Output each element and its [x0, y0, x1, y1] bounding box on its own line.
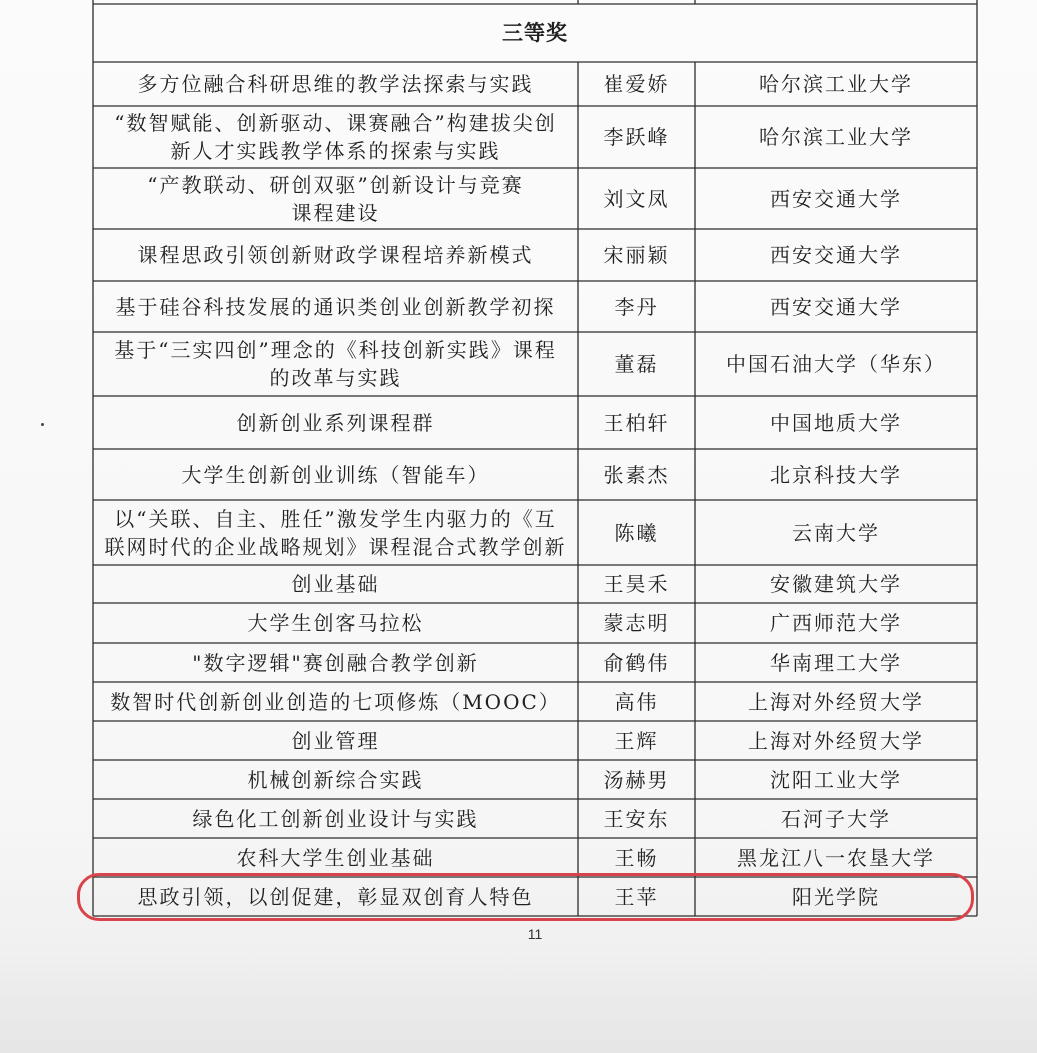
person-name-cell: 蒙志明: [603, 611, 670, 635]
project-title-cell: 绿色化工创新创业设计与实践: [192, 806, 479, 831]
person-name-cell: 李丹: [614, 294, 659, 319]
project-title-cell: 创业管理: [291, 728, 380, 753]
school-name-cell: 石河子大学: [781, 806, 891, 831]
project-title-cell: 创业基础: [291, 572, 380, 596]
project-title-cell: 基于硅谷科技发展的通识类创业创新教学初探: [115, 294, 556, 319]
school-name-cell: 西安交通大学: [770, 243, 902, 267]
person-name-cell: 崔爱娇: [603, 72, 670, 96]
page-number: 11: [527, 926, 543, 942]
school-name-cell: 广西师范大学: [770, 611, 902, 635]
school-name-cell: 中国地质大学: [770, 410, 902, 435]
school-name-cell: 华南理工大学: [770, 650, 902, 675]
school-name-cell: 安徽建筑大学: [770, 572, 902, 596]
person-name-cell: 王安东: [603, 806, 670, 831]
project-title-cell: 大学生创新创业训练（智能车）: [181, 462, 490, 487]
person-name-cell: 汤赫男: [603, 767, 670, 792]
school-name-cell: 西安交通大学: [770, 186, 902, 211]
project-title-cell: 基于“三实四创”理念的《科技创新实践》课程 的改革与实践: [114, 338, 557, 390]
person-name-cell: 高伟: [614, 689, 659, 714]
project-title-cell: 课程思政引领创新财政学课程培养新模式: [137, 243, 534, 267]
person-name-cell: 俞鹤伟: [603, 650, 670, 675]
project-title-cell: “数智赋能、创新驱动、课赛融合”构建拔尖创 新人才实践教学体系的探索与实践: [114, 111, 557, 163]
school-name-cell: 上海对外经贸大学: [748, 728, 924, 753]
scan-speck: [41, 423, 44, 426]
person-name-cell: 刘文凤: [603, 186, 670, 211]
school-name-cell: 阳光学院: [792, 884, 880, 909]
project-title-cell: “产教联动、研创双驱”创新设计与竞赛 课程建设: [147, 172, 524, 225]
project-title-cell: 多方位融合科研思维的教学法探索与实践: [137, 72, 534, 96]
school-name-cell: 云南大学: [792, 520, 880, 545]
school-name-cell: 沈阳工业大学: [770, 767, 902, 792]
person-name-cell: 王昊禾: [603, 572, 670, 596]
section-title: 三等奖: [502, 20, 568, 45]
project-title-cell: 机械创新综合实践: [247, 767, 424, 792]
school-name-cell: 西安交通大学: [770, 294, 902, 319]
school-name-cell: 哈尔滨工业大学: [759, 72, 913, 96]
person-name-cell: 李跃峰: [603, 125, 670, 149]
person-name-cell: 王畅: [614, 845, 659, 870]
person-name-cell: 董磊: [614, 352, 659, 376]
school-name-cell: 北京科技大学: [770, 462, 902, 487]
person-name-cell: 王苹: [614, 884, 659, 909]
scan-shadow: [0, 950, 1037, 1053]
project-title-cell: 思政引领，以创促建，彰显双创育人特色: [137, 884, 534, 909]
person-name-cell: 王柏轩: [603, 410, 670, 435]
highlight-circle: [77, 873, 974, 921]
person-name-cell: 陈曦: [614, 520, 659, 545]
project-title-cell: "数字逻辑"赛创融合教学创新: [192, 650, 479, 675]
project-title-cell: 创新创业系列课程群: [236, 410, 435, 435]
project-title-cell: 以“关联、自主、胜任”激发学生内驱力的《互 联网时代的企业战略规划》课程混合式教学创新: [104, 506, 567, 559]
person-name-cell: 张素杰: [603, 462, 670, 487]
project-title-cell: 大学生创客马拉松: [247, 611, 424, 635]
person-name-cell: 宋丽颖: [603, 243, 670, 267]
school-name-cell: 哈尔滨工业大学: [759, 125, 913, 149]
school-name-cell: 上海对外经贸大学: [748, 689, 924, 714]
person-name-cell: 王辉: [614, 728, 659, 753]
project-title-cell: 数智时代创新创业创造的七项修炼（MOOC）: [110, 689, 561, 714]
project-title-cell: 农科大学生创业基础: [236, 845, 435, 870]
school-name-cell: 中国石油大学（华东）: [726, 352, 946, 376]
school-name-cell: 黑龙江八一农垦大学: [737, 845, 935, 870]
